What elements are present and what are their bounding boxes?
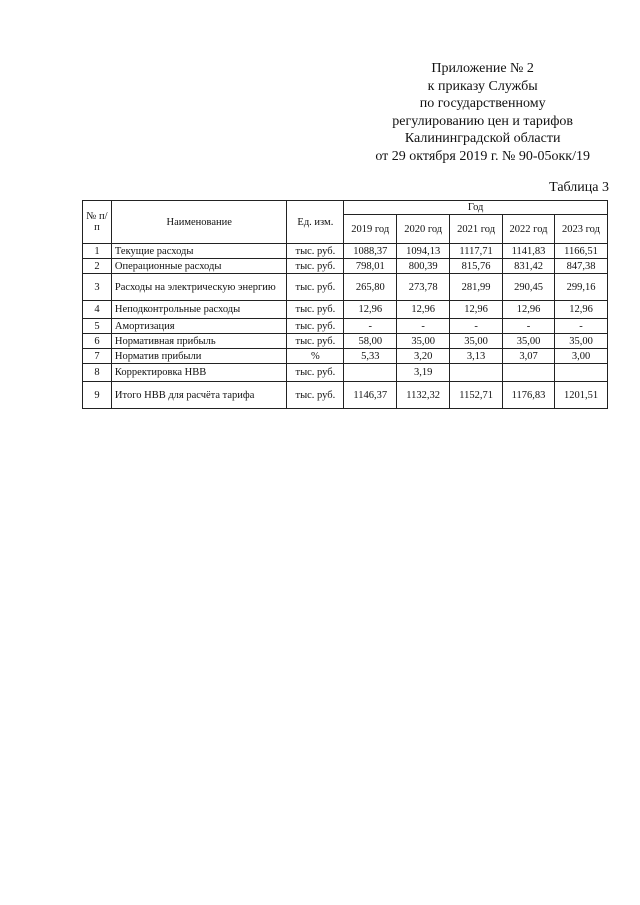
table-row (83, 349, 608, 364)
col-header-year: 2020 год (397, 215, 450, 244)
table-row (83, 259, 608, 274)
row-value: 1094,13 (397, 244, 450, 259)
row-value: 1176,83 (503, 382, 555, 409)
row-unit: тыс. руб. (287, 301, 344, 319)
row-value: - (555, 319, 608, 334)
row-unit: тыс. руб. (287, 364, 344, 382)
row-unit: тыс. руб. (287, 244, 344, 259)
row-num: 2 (83, 259, 112, 274)
row-name: Амортизация (111, 319, 287, 334)
table-row (83, 301, 608, 319)
row-unit: тыс. руб. (287, 334, 344, 349)
row-value: 3,07 (503, 349, 555, 364)
row-name: Операционные расходы (111, 259, 287, 274)
header-line: к приказу Службы (427, 78, 538, 94)
header-line: Калининградской области (404, 131, 561, 147)
header-line: регулированию цен и тарифов (392, 113, 574, 129)
row-value: 58,00 (344, 334, 397, 349)
row-name: Итого НВВ для расчёта тарифа (111, 382, 287, 409)
row-value: 273,78 (397, 274, 450, 301)
row-value: 299,16 (555, 274, 608, 301)
row-value: 35,00 (397, 334, 450, 349)
row-value: 1132,32 (397, 382, 450, 409)
col-header-name: Наименование (111, 201, 287, 244)
row-value: 1146,37 (344, 382, 397, 409)
row-value: 5,33 (344, 349, 397, 364)
row-value: 35,00 (555, 334, 608, 349)
row-value: 35,00 (503, 334, 555, 349)
row-value: 831,42 (503, 259, 555, 274)
row-value: - (450, 319, 503, 334)
col-header-num: № п/п (83, 201, 112, 244)
row-unit: тыс. руб. (287, 319, 344, 334)
row-num: 3 (83, 274, 112, 301)
table-caption: Таблица 3 (549, 180, 609, 195)
document-header (375, 60, 590, 166)
row-num: 4 (83, 301, 112, 319)
row-value: 12,96 (555, 301, 608, 319)
row-value: 12,96 (450, 301, 503, 319)
row-value: 12,96 (397, 301, 450, 319)
row-value: 3,20 (397, 349, 450, 364)
row-unit: тыс. руб. (287, 382, 344, 409)
row-num: 1 (83, 244, 112, 259)
row-value: 290,45 (503, 274, 555, 301)
row-name: Текущие расходы (111, 244, 287, 259)
table-row (83, 319, 608, 334)
header-row (83, 201, 608, 215)
table-row (83, 334, 608, 349)
row-name: Норматив прибыли (111, 349, 287, 364)
row-value: 815,76 (450, 259, 503, 274)
row-value: - (344, 319, 397, 334)
header-line: по государственному (419, 96, 546, 112)
row-value: 35,00 (450, 334, 503, 349)
table-row (83, 382, 608, 409)
row-value: 265,80 (344, 274, 397, 301)
header-line: Приложение № 2 (431, 61, 534, 76)
row-num: 7 (83, 349, 112, 364)
row-unit: % (287, 349, 344, 364)
table-row (83, 244, 608, 259)
row-value: 281,99 (450, 274, 503, 301)
col-header-year: 2021 год (450, 215, 503, 244)
row-value: 798,01 (344, 259, 397, 274)
col-header-year: 2022 год (503, 215, 555, 244)
row-unit: тыс. руб. (287, 274, 344, 301)
row-value: 12,96 (503, 301, 555, 319)
row-value: 1201,51 (555, 382, 608, 409)
row-value: 1088,37 (344, 244, 397, 259)
row-name: Расходы на электрическую энергию (111, 274, 287, 301)
row-num: 9 (83, 382, 112, 409)
row-value (503, 364, 555, 382)
row-value: - (397, 319, 450, 334)
row-name: Нормативная прибыль (111, 334, 287, 349)
col-header-year: 2023 год (555, 215, 608, 244)
table-row (83, 364, 608, 382)
row-value: 1117,71 (450, 244, 503, 259)
row-num: 5 (83, 319, 112, 334)
row-name: Неподконтрольные расходы (111, 301, 287, 319)
row-num: 6 (83, 334, 112, 349)
row-value: 3,19 (397, 364, 450, 382)
col-header-year-group: Год (344, 201, 608, 215)
row-value: 3,00 (555, 349, 608, 364)
row-value (344, 364, 397, 382)
tariff-table (82, 200, 608, 409)
row-value: 1141,83 (503, 244, 555, 259)
header-line: от 29 октября 2019 г. № 90-05окк/19 (375, 148, 590, 164)
row-value: 1166,51 (555, 244, 608, 259)
row-value: 3,13 (450, 349, 503, 364)
table-row (83, 274, 608, 301)
row-value: 1152,71 (450, 382, 503, 409)
table-body (83, 244, 608, 409)
row-value: 847,38 (555, 259, 608, 274)
col-header-unit: Ед. изм. (287, 201, 344, 244)
row-unit: тыс. руб. (287, 259, 344, 274)
row-value (555, 364, 608, 382)
row-value (450, 364, 503, 382)
row-value: 12,96 (344, 301, 397, 319)
row-value: 800,39 (397, 259, 450, 274)
row-value: - (503, 319, 555, 334)
row-num: 8 (83, 364, 112, 382)
col-header-year: 2019 год (344, 215, 397, 244)
row-name: Корректировка НВВ (111, 364, 287, 382)
